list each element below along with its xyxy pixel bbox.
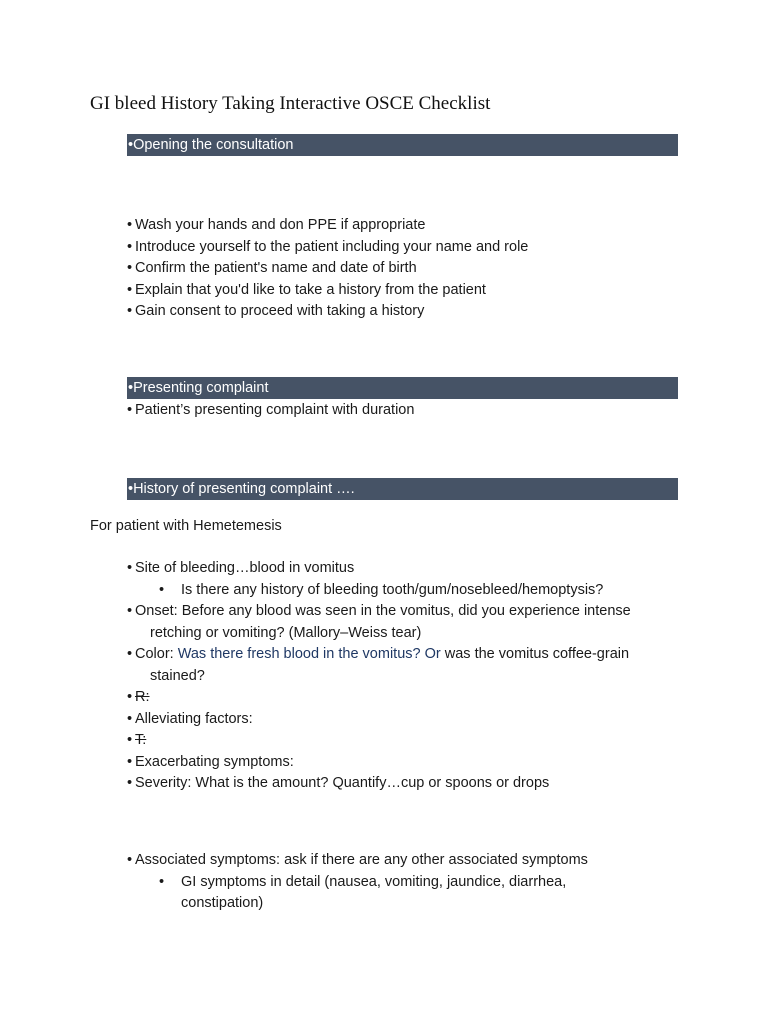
- section-header-label: Presenting complaint: [133, 380, 269, 396]
- section-header-hpc: [127, 478, 678, 500]
- associated-list: [127, 850, 588, 915]
- list-item: • Wash your hands and don PPE if appropriate: [127, 217, 426, 233]
- list-item-color-cont: stained?: [150, 667, 205, 684]
- section-header-label: History of presenting complaint ….: [133, 481, 355, 497]
- section-header-opening: [127, 134, 678, 156]
- presenting-list: [127, 400, 414, 422]
- list-item-t: • T:: [127, 732, 147, 748]
- section-header-presenting: [127, 377, 678, 399]
- list-item: • Introduce yourself to the patient including your name and role: [127, 238, 529, 255]
- bullet: •: [128, 137, 134, 153]
- sub-list-item: • Is there any history of bleeding tooth/gum/nosebleed/hemoptysis?: [159, 581, 604, 598]
- list-item-alleviating: • Alleviating factors:: [127, 710, 253, 727]
- list-item: • Explain that you'd like to take a history from the patient: [127, 281, 486, 298]
- opening-list: [127, 215, 528, 323]
- sub-list-item: • GI symptoms in detail (nausea, vomiting, jaundice, diarrhea,: [159, 873, 567, 890]
- list-item: • Patient’s presenting complaint with duration: [127, 402, 415, 418]
- sub-list-item-cont: constipation): [181, 895, 264, 911]
- section-header-label: Opening the consultation: [133, 137, 294, 153]
- list-item-severity: • Severity: What is the amount? Quantify…cup or spoons or drops: [127, 775, 550, 791]
- list-item-associated: • Associated symptoms: ask if there are any other associated symptoms: [127, 852, 588, 868]
- list-item-onset: • Onset: Before any blood was seen in the vomitus, did you experience intense: [127, 603, 631, 619]
- list-item-exacerbating: • Exacerbating symptoms:: [127, 753, 294, 770]
- document-title: GI bleed History Taking Interactive OSCE Checklist: [90, 93, 491, 114]
- bullet: •: [128, 380, 134, 396]
- list-item-site: • Site of bleeding…blood in vomitus: [127, 560, 355, 576]
- list-item-r: • R:: [127, 689, 150, 705]
- list-item: • Gain consent to proceed with taking a history: [127, 303, 425, 319]
- bullet: •: [128, 481, 134, 497]
- list-item-onset-cont: retching or vomiting? (Mallory–Weiss tear): [150, 624, 422, 641]
- hpc-list: [127, 558, 631, 795]
- list-item: • Confirm the patient's name and date of birth: [127, 260, 417, 276]
- hpc-intro: For patient with Hemetemesis: [90, 518, 282, 534]
- list-item-color: • Color: Was there fresh blood in the vomitus? Or was the vomitus coffee-grain: [127, 646, 630, 662]
